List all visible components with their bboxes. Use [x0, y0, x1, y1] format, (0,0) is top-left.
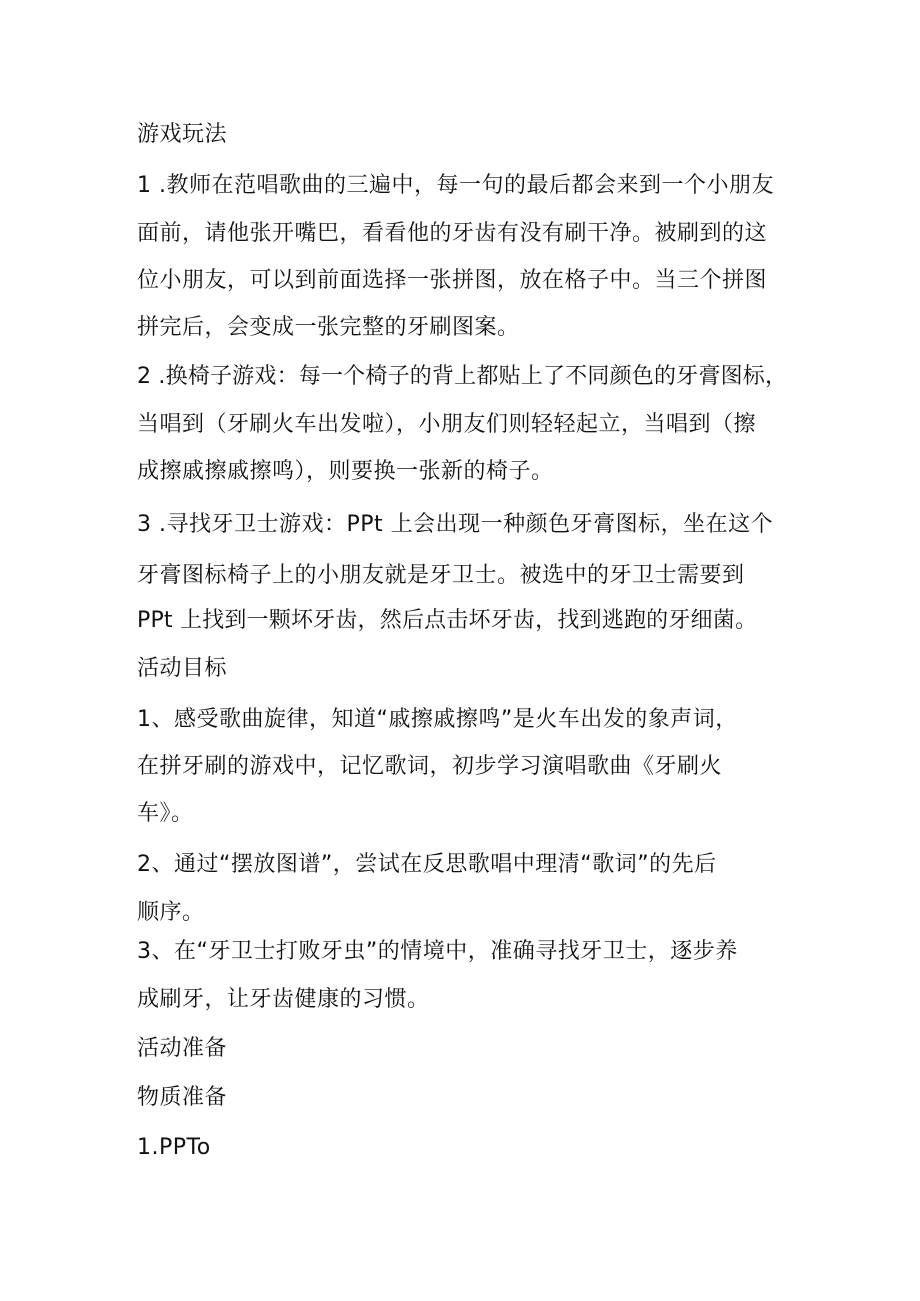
- paragraph-line: 顺序。: [137, 900, 205, 925]
- paragraph-line: 当唱到（牙刷火车出发啦），小朋友们则轻轻起立，当唱到（擦: [137, 412, 757, 437]
- section-heading-goals: 活动目标: [137, 656, 228, 681]
- paragraph-line: 成刷牙，让牙齿健康的习惯。: [137, 987, 430, 1012]
- material-item: 1.PPTo: [137, 1135, 211, 1160]
- paragraph-line: PPt 上找到一颗坏牙齿，然后点击坏牙齿，找到逃跑的牙细菌。: [137, 608, 758, 633]
- paragraph-line: 拼完后，会变成一张完整的牙刷图案。: [137, 315, 520, 340]
- paragraph-line: 1、感受歌曲旋律，知道“戚擦戚擦鸣”是火车出发的象声词，: [137, 707, 738, 732]
- paragraph-line: 牙膏图标椅子上的小朋友就是牙卫士。被选中的牙卫士需要到: [137, 563, 745, 588]
- paragraph-line: 3、在“牙卫士打败牙虫”的情境中，准确寻找牙卫士，逐步养: [137, 939, 738, 964]
- paragraph-line: 面前，请他张开嘴巴，看看他的牙齿有没有刷干净。被刷到的这: [137, 221, 768, 246]
- paragraph-line: 3 .寻找牙卫士游戏：PPt 上会出现一种颜色牙膏图标，坐在这个: [137, 512, 774, 537]
- paragraph-line: 位小朋友，可以到前面选择一张拼图，放在格子中。当三个拼图: [137, 268, 768, 293]
- paragraph-line: 成擦戚擦戚擦鸣），则要换一张新的椅子。: [137, 459, 554, 484]
- section-heading-preparation: 活动准备: [137, 1036, 228, 1061]
- paragraph-line: 2、通过“摆放图谱”，尝试在反思歌唱中理清“歌词”的先后: [137, 852, 717, 877]
- paragraph-line: 在拼牙刷的游戏中，记忆歌词，初步学习演唱歌曲《牙刷火: [137, 754, 723, 779]
- paragraph-line: 2 .换椅子游戏：每一个椅子的背上都贴上了不同颜色的牙膏图标，: [137, 364, 788, 389]
- section-heading-materials: 物质准备: [137, 1085, 228, 1110]
- paragraph-line: 1 .教师在范唱歌曲的三遍中，每一句的最后都会来到一个小朋友: [137, 173, 774, 198]
- section-heading-game-rules: 游戏玩法: [137, 122, 228, 147]
- paragraph-line: 车》。: [137, 801, 194, 826]
